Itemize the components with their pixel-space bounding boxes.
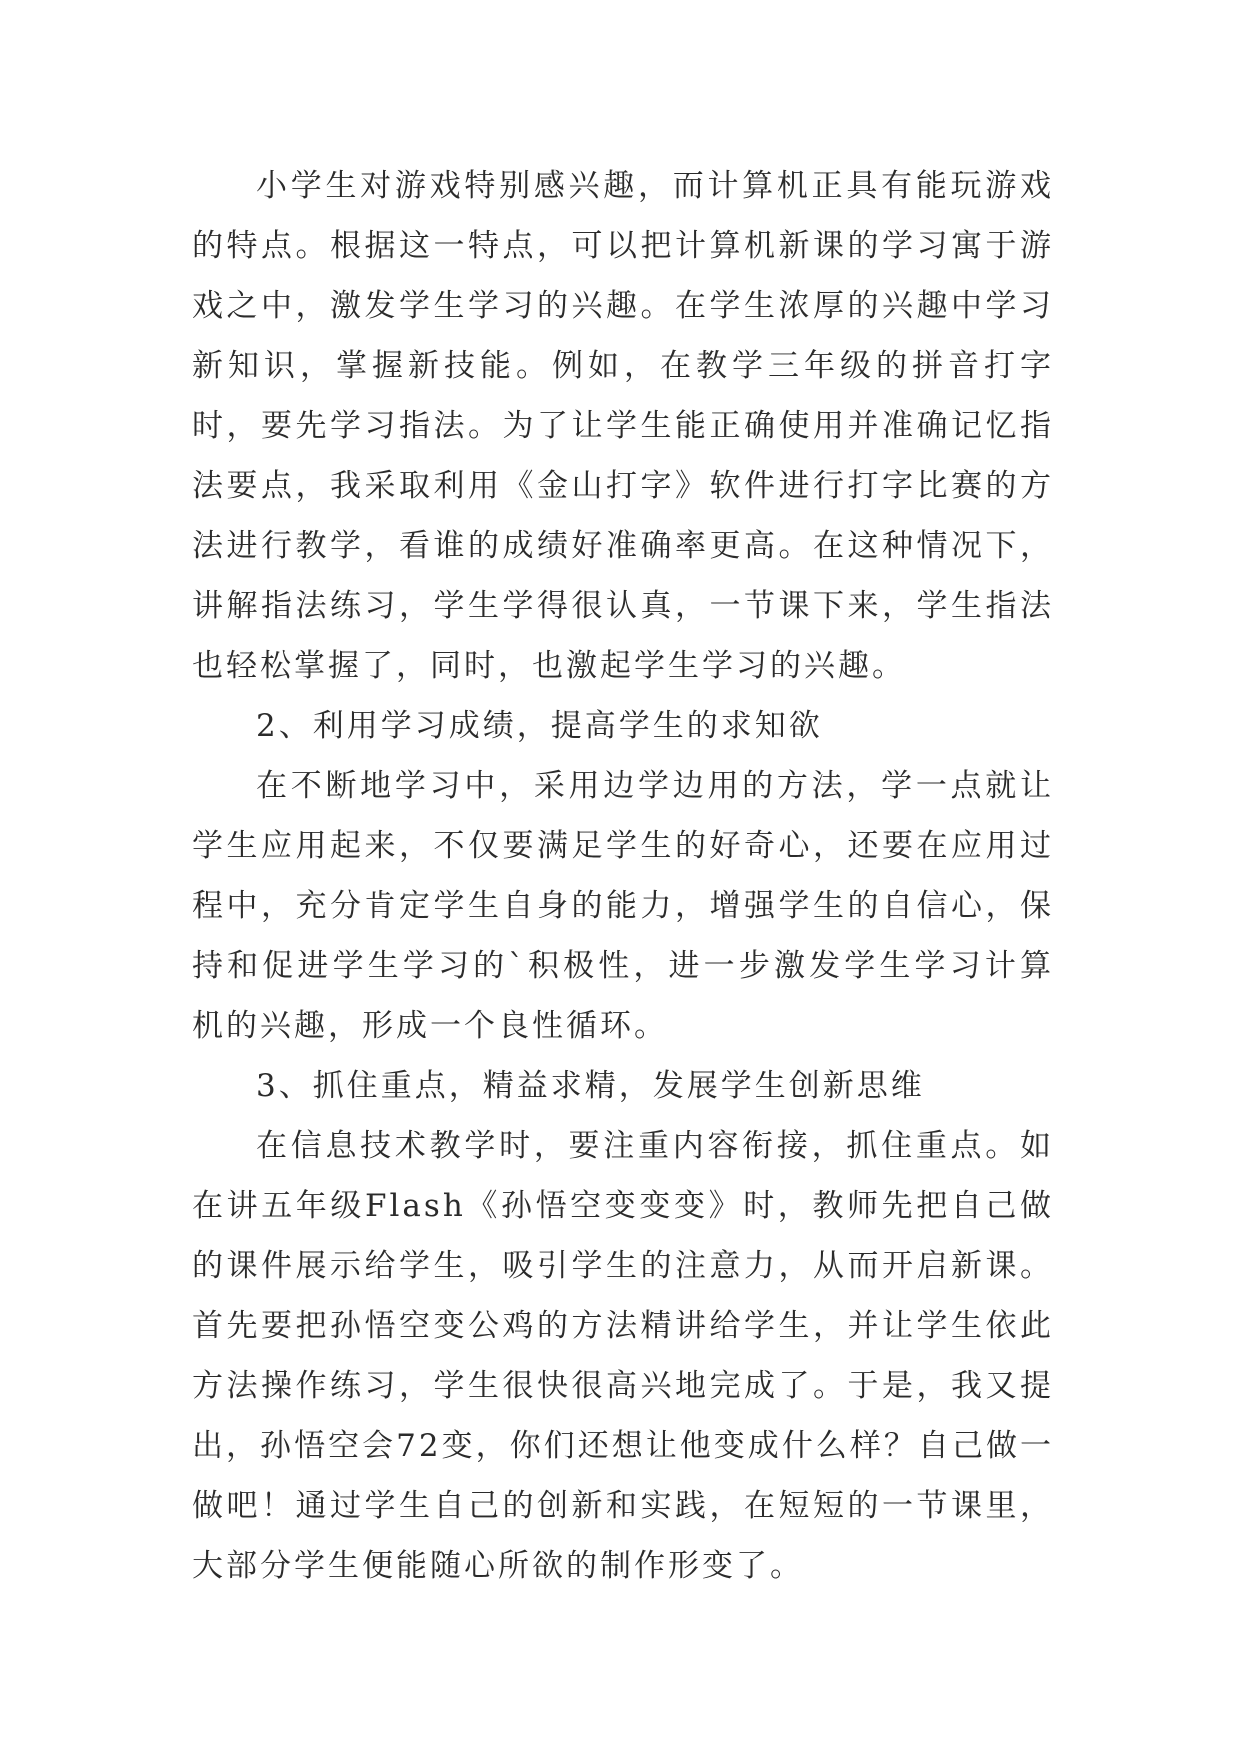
paragraph-learning-by-using: 在不断地学习中，采用边学边用的方法，学一点就让学生应用起来，不仅要满足学生的好奇心，还要在应用过程中，充分肯定学生自身的能力，增强学生的自信心，保持和促进学生学习的`积极性，进一步激发学生学习计算机的兴趣，形成一个良性循环。 [192,768,1054,1044]
section-heading-3: 3、抓住重点，精益求精，发展学生创新思维 [256,1068,925,1104]
paragraph-flash-lesson: 在信息技术教学时，要注重内容衔接，抓住重点。如在讲五年级Flash《孙悟空变变变》时，教师先把自己做的课件展示给学生，吸引学生的注意力，从而开启新课。首先要把孙悟空变公鸡的方法精讲给学生，并让学生依此方法操作练习，学生很快很高兴地完成了。于是，我又提出，孙悟空会72变，你们还想让他变成什么样？自己做一做吧！通过学生自己的创新和实践，在短短的一节课里，大部分学生便能随心所欲的制作形变了。 [192,1128,1054,1584]
paragraph-typing-game: 小学生对游戏特别感兴趣，而计算机正具有能玩游戏的特点。根据这一特点，可以把计算机新课的学习寓于游戏之中，激发学生学习的兴趣。在学生浓厚的兴趣中学习新知识，掌握新技能。例如，在教学三年级的拼音打字时，要先学习指法。为了让学生能正确使用并准确记忆指法要点，我采取利用《金山打字》软件进行打字比赛的方法进行教学，看谁的成绩好准确率更高。在这种情况下，讲解指法练习，学生学得很认真，一节课下来，学生指法也轻松掌握了，同时，也激起学生学习的兴趣。 [192,168,1054,684]
section-heading-2: 2、利用学习成绩，提高学生的求知欲 [256,708,823,744]
document-body [192,156,1054,1596]
